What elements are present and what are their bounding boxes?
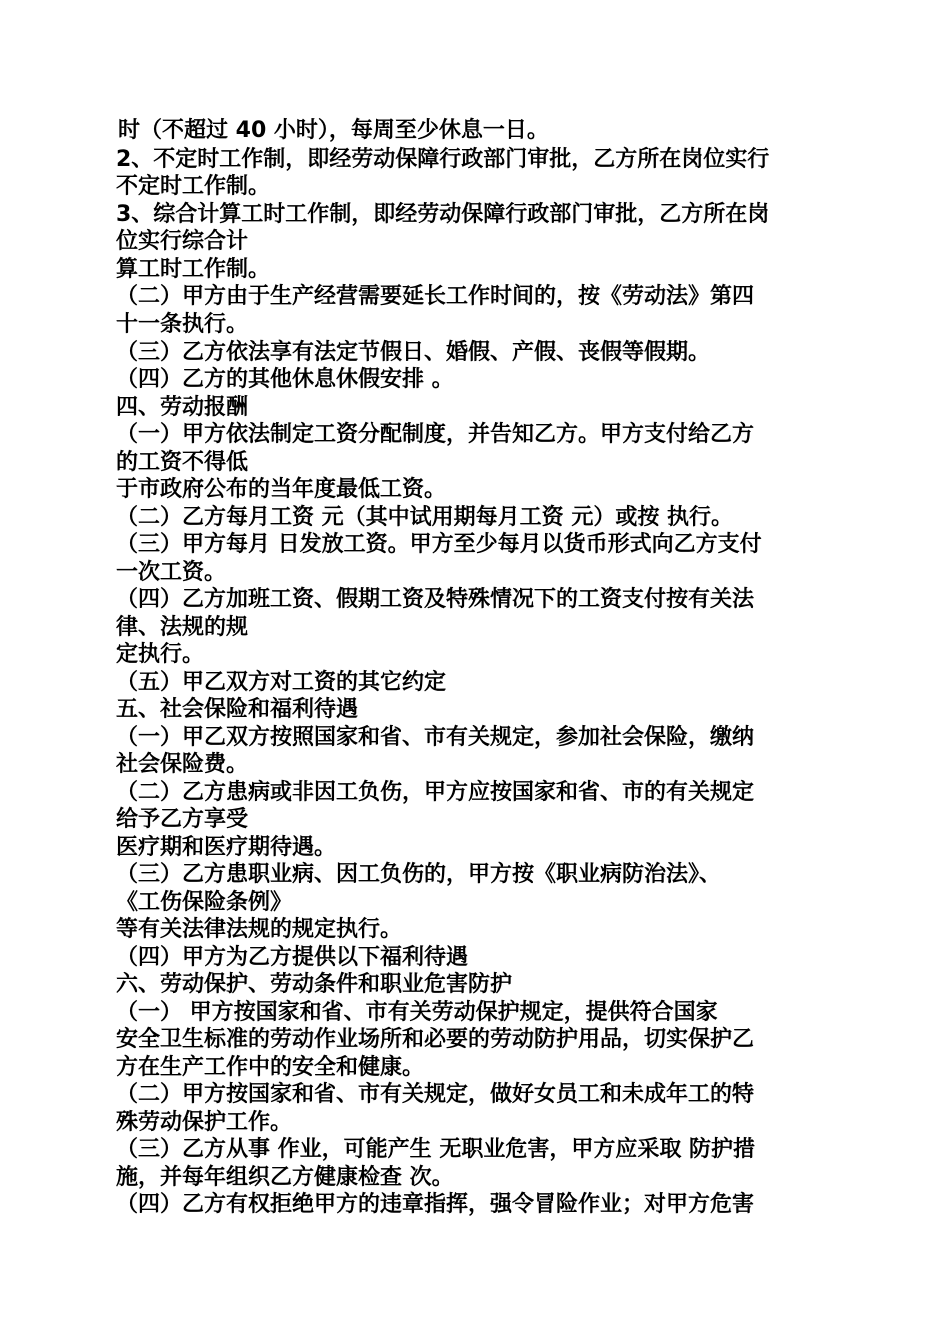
text-line-21: （五）甲乙双方对工资的其它约定 (116, 670, 447, 695)
text-line-33: （一） 甲方按国家和省、市有关劳动保护规定，提供符合国家 (116, 1000, 718, 1025)
text-line-16: （三）甲方每月 日发放工资。甲方至少每月以货币形式向乙方支付 (116, 532, 762, 557)
text-line-35: 方在生产工作中的安全和健康。 (116, 1055, 425, 1080)
text-line-2: 2、不定时工作制，即经劳动保障行政部门审批，乙方所在岗位实行 (116, 147, 770, 172)
text-line-40: （四）乙方有权拒绝甲方的违章指挥，强令冒险作业；对甲方危害 (116, 1192, 755, 1217)
text-line-25: （二）乙方患病或非因工负伤，甲方应按国家和省、市的有关规定 (116, 780, 755, 805)
text-line-26: 给予乙方享受 (116, 807, 249, 832)
text-line-39: 施，并每年组织乙方健康检查 次。 (116, 1165, 454, 1190)
text-line-31: （四）甲方为乙方提供以下福利待遇 (116, 945, 469, 970)
text-line-15: （二）乙方每月工资 元（其中试用期每月工资 元）或按 执行。 (116, 505, 733, 530)
text-line-13: 的工资不得低 (116, 450, 249, 475)
text-line-20: 定执行。 (116, 642, 205, 667)
text-line-34: 安全卫生标准的劳动作业场所和必要的劳动防护用品，切实保护乙 (116, 1027, 755, 1052)
text-line-24: 社会保险费。 (116, 752, 249, 777)
text-line-7: （二）甲方由于生产经营需要延长工作时间的，按《劳动法》第四 (116, 284, 755, 309)
text-line-5: 位实行综合计 (116, 229, 249, 254)
section-heading-5: 五、社会保险和福利待遇 (116, 697, 359, 722)
text-line-29: 《工伤保险条例》 (116, 890, 293, 915)
text-line-8: 十一条执行。 (116, 312, 249, 337)
text-line-28: （三）乙方患职业病、因工负伤的，甲方按《职业病防治法》、 (116, 862, 722, 887)
text-line-37: 殊劳动保护工作。 (116, 1110, 293, 1135)
text-line-19: 律、法规的规 (116, 615, 249, 640)
text-line-12: （一）甲方依法制定工资分配制度，并告知乙方。甲方支付给乙方 (116, 422, 755, 447)
section-heading-4: 四、劳动报酬 (116, 395, 249, 420)
text-line-9: （三）乙方依法享有法定节假日、婚假、产假、丧假等假期。 (116, 340, 711, 365)
text-line-27: 医疗期和医疗期待遇。 (116, 835, 337, 860)
text-line-10: （四）乙方的其他休息休假安排 。 (116, 367, 454, 392)
text-line-14: 于市政府公布的当年度最低工资。 (116, 477, 447, 502)
section-heading-6: 六、劳动保护、劳动条件和职业危害防护 (116, 972, 513, 997)
text-line-3: 不定时工作制。 (116, 174, 271, 199)
text-line-17: 一次工资。 (116, 560, 227, 585)
text-line-38: （三）乙方从事 作业，可能产生 无职业危害，甲方应采取 防护措 (116, 1137, 755, 1162)
text-line-23: （一）甲乙双方按照国家和省、市有关规定，参加社会保险，缴纳 (116, 725, 755, 750)
text-line-1: 时（不超过 40 小时），每周至少休息一日。 (118, 118, 549, 143)
text-line-18: （四）乙方加班工资、假期工资及特殊情况下的工资支付按有关法 (116, 587, 755, 612)
text-line-30: 等有关法律法规的规定执行。 (116, 917, 403, 942)
text-line-4: 3、综合计算工时工作制，即经劳动保障行政部门审批，乙方所在岗 (116, 202, 770, 227)
text-line-6: 算工时工作制。 (116, 257, 271, 282)
text-line-36: （二）甲方按国家和省、市有关规定，做好女员工和未成年工的特 (116, 1082, 755, 1107)
